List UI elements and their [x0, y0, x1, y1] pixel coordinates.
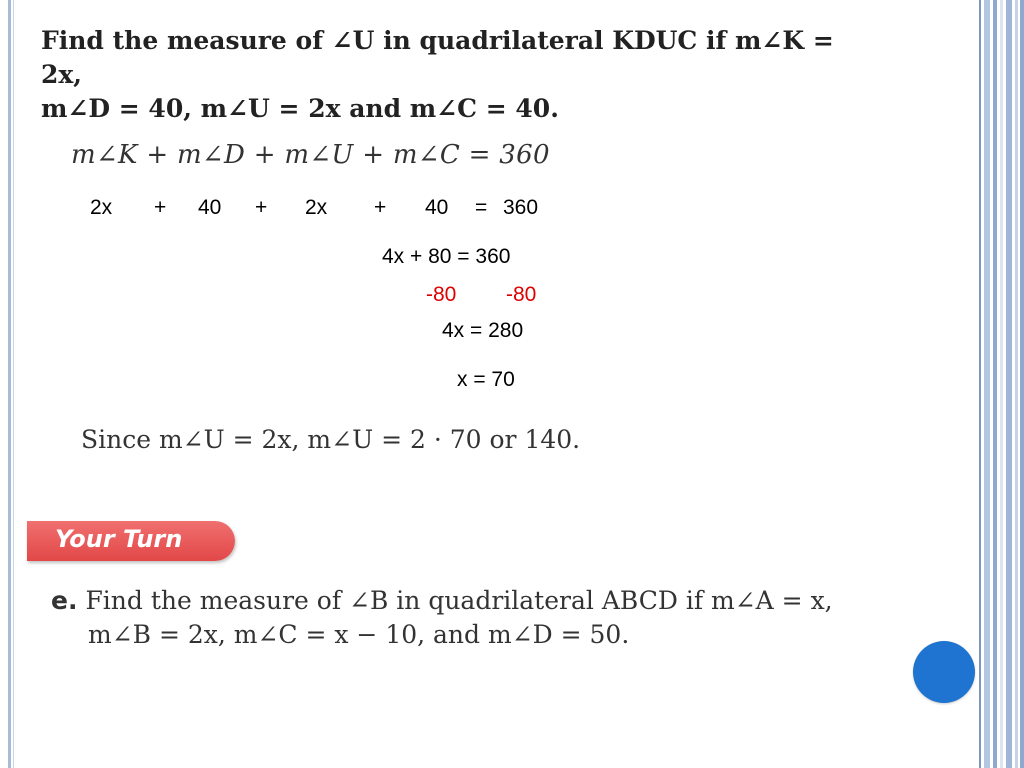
plus-sign: + — [255, 196, 268, 219]
problem-statement — [41, 24, 871, 126]
equals-sign: = — [475, 196, 488, 219]
right-stripe — [1000, 0, 1003, 768]
problem-line-2: m∠D = 40, m∠U = 2x and m∠C = 40. — [41, 94, 559, 123]
right-stripe — [979, 0, 981, 768]
term-2x-a: 2x — [90, 196, 113, 219]
combined-equation: 4x + 80 = 360 — [382, 245, 511, 268]
angle-sum-equation: m∠K + m∠D + m∠U + m∠C = 360 — [71, 140, 550, 170]
term-360: 360 — [503, 196, 539, 219]
subtract-right: -80 — [506, 283, 537, 306]
exercise-line-2: m∠B = 2x, m∠C = x − 10, and m∠D = 50. — [88, 620, 630, 649]
right-stripe — [1020, 0, 1024, 768]
problem-line-1: Find the measure of ∠U in quadrilateral KDUC if m∠K = 2x, — [41, 26, 834, 89]
right-stripe — [993, 0, 997, 768]
term-40-a: 40 — [198, 196, 222, 219]
right-stripe — [1015, 0, 1018, 768]
right-stripe — [1006, 0, 1012, 768]
plus-sign: + — [154, 196, 167, 219]
simplified-equation: 4x = 280 — [442, 319, 524, 342]
subtract-left: -80 — [426, 283, 457, 306]
your-turn-banner — [27, 521, 235, 561]
right-stripe — [984, 0, 990, 768]
plus-sign: + — [374, 196, 387, 219]
term-40-b: 40 — [425, 196, 449, 219]
term-2x-b: 2x — [305, 196, 328, 219]
conclusion-text: Since m∠U = 2x, m∠U = 2 · 70 or 140. — [81, 425, 581, 454]
exercise-e — [51, 584, 891, 652]
textbook-scan — [27, 18, 952, 718]
blue-circle-button[interactable] — [913, 641, 975, 703]
your-turn-label: Your Turn — [55, 525, 183, 553]
exercise-line-1: Find the measure of ∠B in quadrilateral ABCD if m∠A = x, — [85, 586, 833, 615]
solution-result: x = 70 — [457, 368, 515, 391]
slide-left-border — [8, 0, 11, 768]
exercise-letter: e. — [51, 586, 78, 615]
slide-left-border-inner — [13, 0, 14, 768]
